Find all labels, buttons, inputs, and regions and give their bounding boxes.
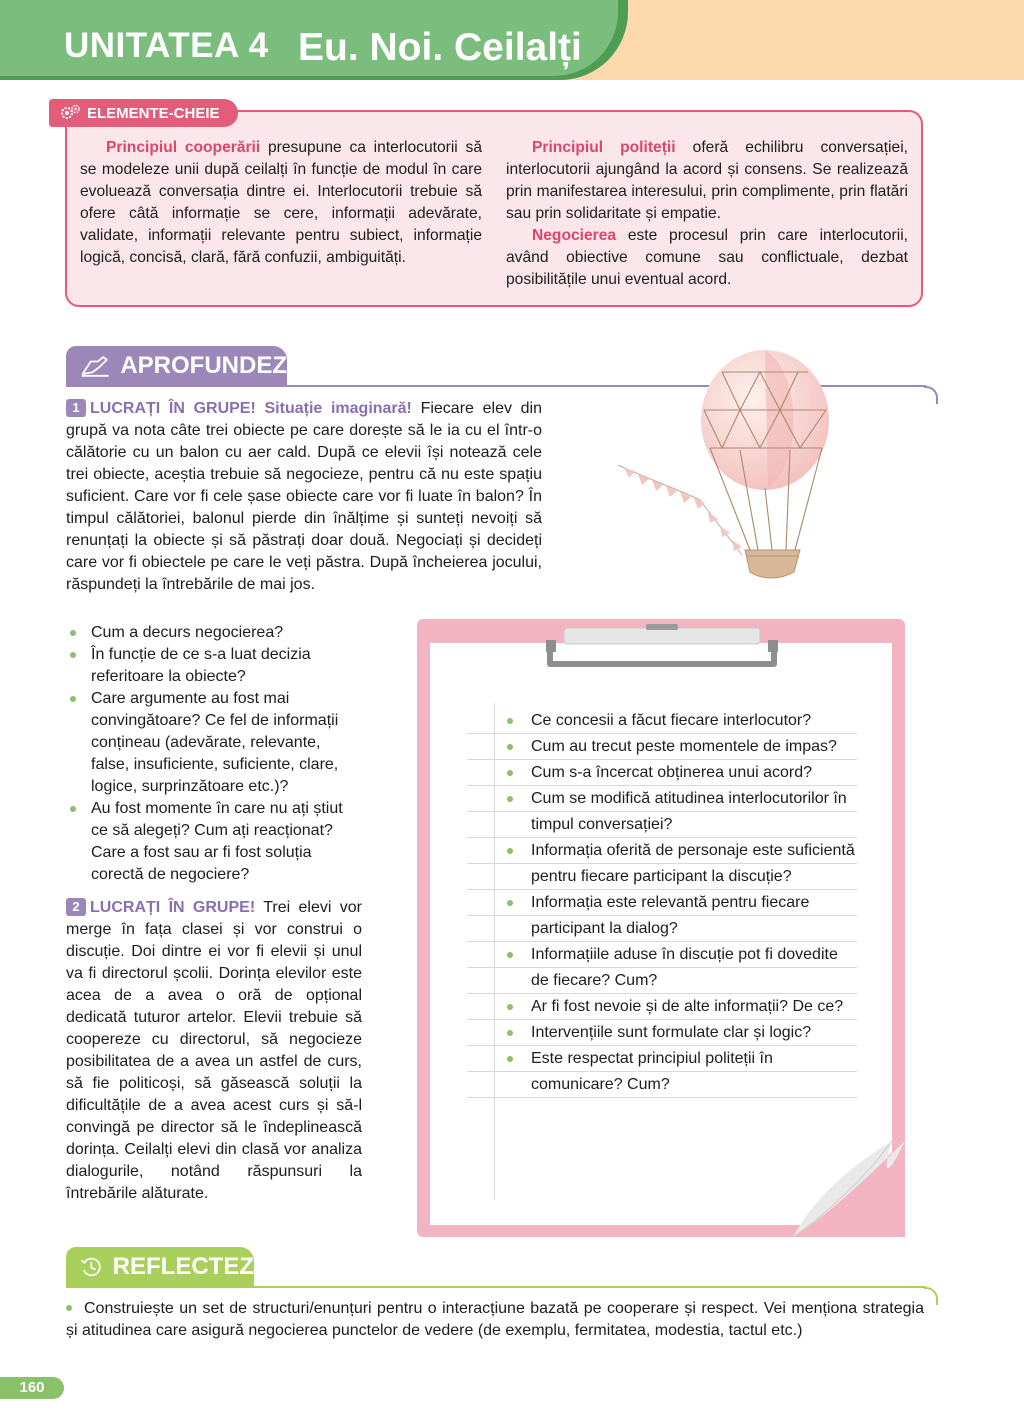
cooperation-text: presupune ca interlocutorii să se modeleze unii după ceilalți în funcție de modul în care evoluează conversația dintre ei. Interlocutorii trebuie să ofere câtă informație se cere, informații adevărate, validate, informații relevante pentru subiect, informație logică, concisă, clară, fără confuzii, ambiguități. bbox=[80, 139, 482, 266]
list-item: Ar fi fost nevoie și de alte informații? De ce? bbox=[467, 994, 857, 1020]
list-item: În funcție de ce s-a luat decizia referitoare la obiecte? bbox=[66, 644, 362, 688]
reflectez-rule-curl bbox=[924, 1287, 938, 1305]
list-item: Care argumente au fost mai convingătoare? Ce fel de informații conțineau (adevărate, relevante, false, insuficiente, suficiente, clare, logice, surprinzătoare etc.)? bbox=[66, 688, 362, 798]
list-item: Cum se modifică atitudinea interlocutorilor în timpul conversației? bbox=[467, 786, 857, 838]
gears-icon bbox=[59, 103, 81, 123]
clipboard-question-list bbox=[467, 708, 857, 1098]
list-item: Ce concesii a făcut fiecare interlocutor? bbox=[467, 708, 857, 734]
task2-paragraph bbox=[66, 897, 362, 1205]
key-elements-tab bbox=[49, 99, 238, 127]
list-item: Informația oferită de personaje este suficientă pentru fiecare participant la discuție? bbox=[467, 838, 857, 890]
hot-air-balloon-illustration bbox=[590, 350, 890, 595]
aprofundez-label: APROFUNDEZ bbox=[120, 352, 287, 379]
list-item: Informațiile aduse în discuție pot fi dovedite de fiecare? Cum? bbox=[467, 942, 857, 994]
cooperation-term: Principiul cooperării bbox=[106, 139, 261, 156]
task1-text: Fiecare elev din grupă va nota câte trei obiecte pe care dorește să le ia cu el într-o călătorie cu un balon cu aer cald. După ce elevii își notează cele trei obiecte, aceștia trebuie să negocieze, pentru că nu este spațiu suficient. Care vor fi cele șase obiecte care vor fi luate în balon? În timpul călătoriei, balonul pierde din înălțime și sunteți nevoiți să renunțați la obiecte și să păstrați doar două. Negociați și decideți care vor fi obiectele pe care le veți păstra. După încheierea jocului, răspundeți la întrebările de mai jos. bbox=[66, 400, 543, 593]
list-item: Cum a decurs negocierea? bbox=[66, 622, 362, 644]
reflectez-paragraph bbox=[66, 1298, 924, 1342]
negotiation-term: Negocierea bbox=[532, 227, 617, 244]
key-col-right bbox=[506, 137, 908, 291]
task1-paragraph bbox=[66, 398, 542, 596]
task1-number-badge: 1 bbox=[66, 399, 86, 417]
politeness-term: Principiul politeții bbox=[532, 139, 676, 156]
list-item: Informația este relevantă pentru fiecare participant la dialog? bbox=[467, 890, 857, 942]
reflectez-rule bbox=[66, 1286, 926, 1288]
page-curl-corner bbox=[793, 1141, 905, 1237]
reflect-clock-icon bbox=[80, 1252, 103, 1282]
task2-text: Trei elevi vor merge în fața clasei și vor construi o discuție. Doi dintre ei vor fi elevii și unul va fi directorul școlii. Dorința elevilor este acea de a avea o oră de opțional dedicată tuturor artelor. Elevii trebuie să coopereze cu directorul, să negocieze posibilitatea de a avea un astfel de curs, să fie politicoși, să găsească soluții la dificultățile de a avea acest curs și să-l convingă pe director să le îndeplinească dorința. Ceilalți elevi din clasă vor analiza dialogurile, notând răspunsuri la întrebările alăturate. bbox=[66, 899, 362, 1202]
task2-heading: LUCRAȚI ÎN GRUPE! bbox=[90, 899, 256, 916]
list-item: Au fost momente în care nu ați știut ce să alegeți? Cum ați reacționat? Care a fost sau ar fi fost soluția corectă de negociere? bbox=[66, 798, 362, 886]
key-col-left bbox=[80, 137, 482, 269]
task2-number-badge: 2 bbox=[66, 898, 86, 916]
reflectez-text: Construiește un set de structuri/enunțuri pentru o interacțiune bazată pe cooperare și respect. Vei menționa strategia și atitudinea care asigură negocierea punctelor de vedere (de exemplu, fermitatea, modestia, tactul etc.) bbox=[66, 1300, 924, 1339]
unit-label: UNITATEA 4 bbox=[64, 26, 269, 65]
bullet-dot bbox=[66, 1305, 72, 1311]
list-item: Este respectat principiul politeții în comunicare? Cum? bbox=[467, 1046, 857, 1098]
unit-title: Eu. Noi. Ceilalți bbox=[298, 26, 582, 69]
list-item: Cum au trecut peste momentele de impas? bbox=[467, 734, 857, 760]
aprofundez-rule-curl bbox=[924, 386, 938, 404]
writing-hand-icon bbox=[80, 353, 110, 379]
page-number: 160 bbox=[0, 1377, 64, 1399]
cooperation-paragraph bbox=[80, 137, 482, 269]
negotiation-paragraph bbox=[506, 225, 908, 291]
politeness-paragraph bbox=[506, 137, 908, 225]
task1-heading: LUCRAȚI ÎN GRUPE! Situație imaginară! bbox=[90, 400, 412, 417]
aprofundez-tab bbox=[66, 346, 287, 386]
clipboard-clamp bbox=[546, 624, 778, 670]
reflectez-label: REFLECTEZ bbox=[112, 1253, 254, 1280]
politeness-text: oferă echilibru conversației, interlocutorii ajungând la acord și consens. Se realizează prin manifestarea interesului, prin complimente, prin flatări sau prin solidaritate și empatie. bbox=[506, 139, 908, 222]
negotiation-text: este procesul prin care interlocutorii, având obiective comune sau conflictuale, dezbat posibilitățile unui eventual acord. bbox=[506, 227, 908, 288]
key-elements-label: ELEMENTE-CHEIE bbox=[87, 104, 220, 122]
list-item: Cum s-a încercat obținerea unui acord? bbox=[467, 760, 857, 786]
list-item: Intervențiile sunt formulate clar și logic? bbox=[467, 1020, 857, 1046]
reflectez-tab bbox=[66, 1247, 254, 1287]
task1-question-list bbox=[66, 622, 362, 886]
